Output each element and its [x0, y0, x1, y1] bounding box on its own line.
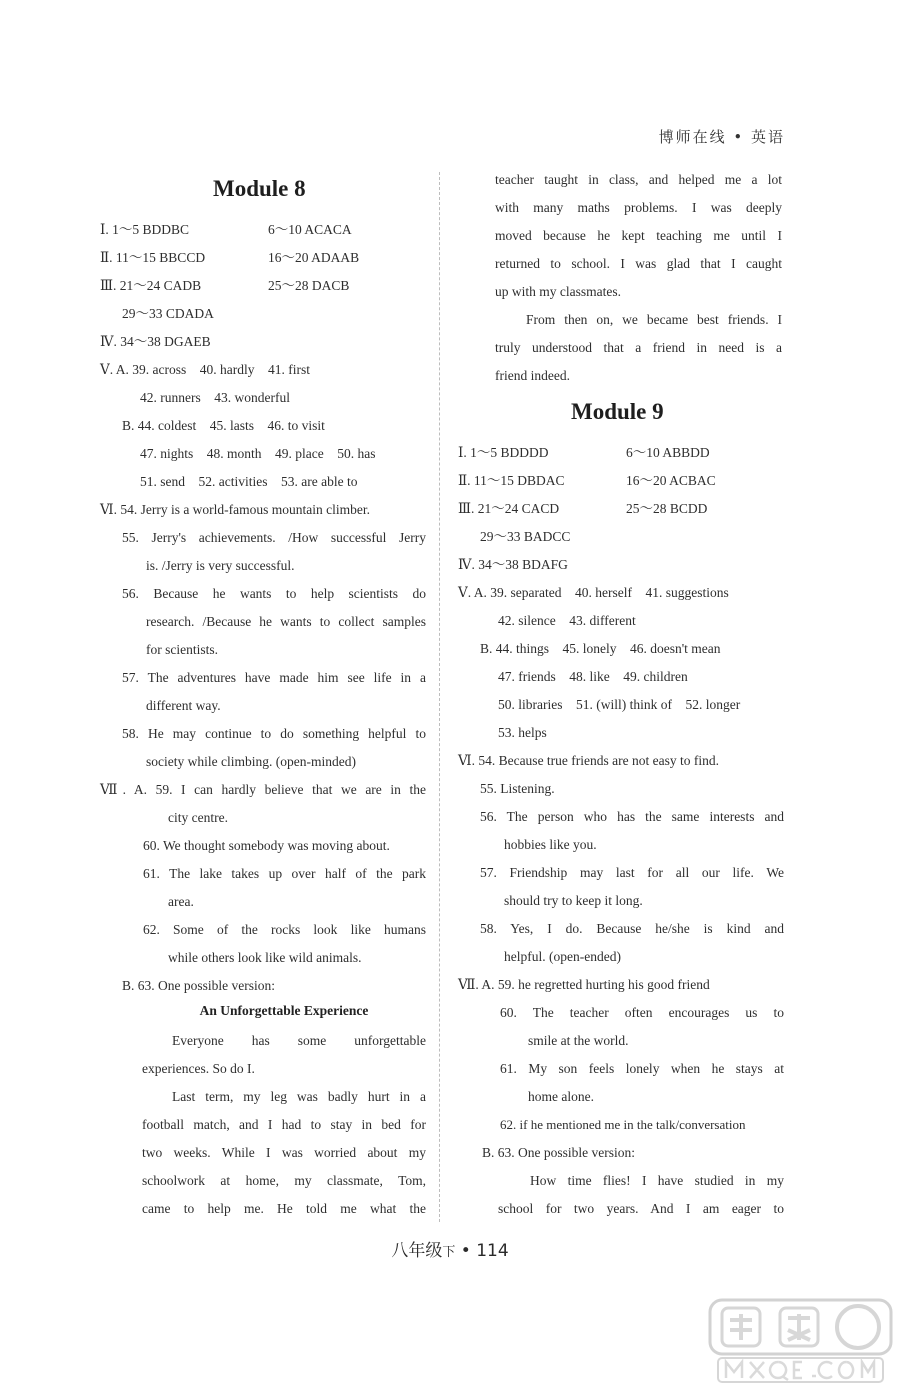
essay-line: schoolwork at home, my classmate, Tom,	[142, 1173, 426, 1188]
answer-line: Ⅳ. 34～38 BDAFG	[458, 557, 568, 572]
answer-line: smile at the world.	[528, 1033, 629, 1048]
answer-line: 50. libraries 51. (will) think of 52. longer	[498, 697, 741, 712]
essay-line: Everyone has some unforgettable	[172, 1033, 426, 1048]
answer-line: 61. The lake takes up over half of the park	[143, 866, 426, 881]
header-subject: 博师在线 • 英语	[658, 128, 785, 146]
answer-line: different way.	[146, 698, 221, 713]
answer-line: is. /Jerry is very successful.	[146, 558, 295, 573]
answer-line: Ⅲ. 21～24 CACD	[458, 501, 560, 516]
essay-line: moved because he kept teaching me until I	[495, 228, 782, 243]
essay-line: How time flies! I have studied in my	[530, 1173, 784, 1188]
answer-line: 56. The person who has the same interests and	[480, 809, 784, 824]
answer-line: 58. Yes, I do. Because he/she is kind and	[480, 921, 784, 936]
answer-line: 60. The teacher often encourages us to	[500, 1005, 784, 1020]
answer-line: Ⅰ. 1～5 BDDDD	[458, 445, 549, 460]
answer-line: should try to keep it long.	[504, 893, 643, 908]
answer-line: 56. Because he wants to help scientists do	[122, 586, 426, 601]
essay-line: football match, and I had to stay in bed for	[142, 1117, 426, 1132]
answer-line: society while climbing. (open-minded)	[146, 754, 356, 769]
module-8-title: Module 8	[213, 176, 306, 201]
answer-line: B. 44. things 45. lonely 46. doesn't mean	[480, 641, 721, 656]
answer-line: home alone.	[528, 1089, 594, 1104]
answer-line: 6～10 ABBDD	[626, 445, 710, 460]
essay-line: Last term, my leg was badly hurt in a	[172, 1089, 426, 1104]
answer-line: Ⅶ. A. 59. he regretted hurting his good friend	[458, 977, 710, 992]
answer-line: 55. Jerry's achievements. /How successful Jerry	[122, 530, 426, 545]
answer-line: 25～28 BCDD	[626, 501, 708, 516]
answer-line: Ⅶ. A. 59. I can hardly believe that we are in the	[100, 782, 426, 797]
answer-line: 58. He may continue to do something helpful to	[122, 726, 426, 741]
answer-line: Ⅲ. 21～24 CADB	[100, 278, 202, 293]
essay-line: two weeks. While I was worried about my	[142, 1145, 426, 1160]
answer-line: 16～20 ACBAC	[626, 473, 716, 488]
answer-line: 57. The adventures have made him see life in a	[122, 670, 426, 685]
column-divider	[439, 172, 440, 1222]
answer-line: 47. friends 48. like 49. children	[498, 669, 688, 684]
page-footer	[0, 1236, 900, 1261]
answer-line: 61. My son feels lonely when he stays at	[500, 1061, 784, 1076]
essay-line: experiences. So do I.	[142, 1061, 255, 1076]
essay-line: came to help me. He told me what the	[142, 1201, 426, 1216]
module-9-title: Module 9	[571, 399, 664, 424]
answer-line: Ⅵ. 54. Because true friends are not easy to find.	[458, 753, 719, 768]
answer-line: 42. runners 43. wonderful	[140, 390, 290, 405]
essay-line: teacher taught in class, and helped me a lot	[495, 172, 782, 187]
essay-line: with many maths problems. I was deeply	[495, 200, 782, 215]
answer-line: 16～20 ADAAB	[268, 250, 360, 265]
answer-line: Ⅰ. 1～5 BDDBC	[100, 222, 189, 237]
answer-line: Ⅱ. 11～15 DBDAC	[458, 473, 565, 488]
answer-line: 55. Listening.	[480, 781, 555, 796]
answer-line: 51. send 52. activities 53. are able to	[140, 474, 358, 489]
answer-line: 29～33 BADCC	[480, 529, 571, 544]
answer-line: 29～33 CDADA	[122, 306, 214, 321]
essay-line: school for two years. And I am eager to	[498, 1201, 784, 1216]
footer-term: 下	[442, 1245, 456, 1260]
answer-line: Ⅱ. 11～15 BBCCD	[100, 250, 206, 265]
answer-line: Ⅳ. 34～38 DGAEB	[100, 334, 211, 349]
answer-line: 6～10 ACACA	[268, 222, 352, 237]
answer-line: 62. if he mentioned me in the talk/conversation	[500, 1117, 746, 1132]
answer-line: B. 63. One possible version:	[482, 1145, 635, 1160]
essay-line: returned to school. I was glad that I caught	[495, 256, 782, 271]
answer-line: 60. We thought somebody was moving about.	[143, 838, 390, 853]
answer-line: for scientists.	[146, 642, 218, 657]
answer-line: 42. silence 43. different	[498, 613, 636, 628]
answer-line: 62. Some of the rocks look like humans	[143, 922, 426, 937]
watermark-logo	[708, 1296, 893, 1386]
answer-line: Ⅵ. 54. Jerry is a world-famous mountain climber.	[100, 502, 371, 517]
essay-title: An Unforgettable Experience	[199, 1003, 369, 1018]
answer-line: Ⅴ. A. 39. separated 40. herself 41. suggestions	[458, 585, 729, 600]
answer-line: Ⅴ. A. 39. across 40. hardly 41. first	[100, 362, 310, 377]
answer-line: research. /Because he wants to collect samples	[146, 614, 426, 629]
answer-line: hobbies like you.	[504, 837, 597, 852]
essay-line: From then on, we became best friends. I	[526, 312, 782, 327]
essay-line: friend indeed.	[495, 368, 570, 383]
answer-line: B. 63. One possible version:	[122, 978, 275, 993]
essay-line: up with my classmates.	[495, 284, 621, 299]
page-number: • 114	[460, 1241, 509, 1261]
answer-line: 53. helps	[498, 725, 547, 740]
answer-line: city centre.	[168, 810, 228, 825]
answer-line: area.	[168, 894, 194, 909]
answer-line: 57. Friendship may last for all our life. We	[480, 865, 784, 880]
answer-line: 47. nights 48. month 49. place 50. has	[140, 446, 376, 461]
essay-line: truly understood that a friend in need is a	[495, 340, 782, 355]
answer-line: 25～28 DACB	[268, 278, 350, 293]
answer-line: helpful. (open-ended)	[504, 949, 621, 964]
answer-line: B. 44. coldest 45. lasts 46. to visit	[122, 418, 325, 433]
footer-grade: 八年级	[391, 1241, 443, 1261]
answer-line: while others look like wild animals.	[168, 950, 362, 965]
